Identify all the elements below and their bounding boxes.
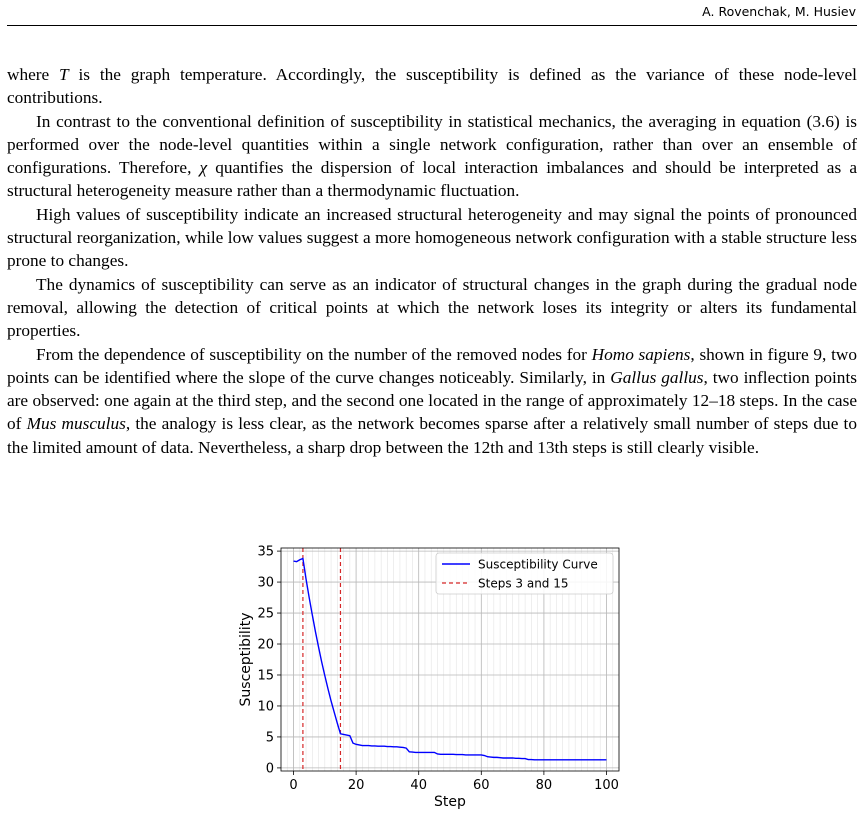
x-tick-label: 100 — [594, 778, 619, 793]
figure-susceptibility — [228, 538, 628, 816]
x-tick-label: 40 — [410, 778, 427, 793]
y-tick-label: 15 — [257, 668, 274, 684]
paragraph: From the dependence of susceptibility on the number of the removed nodes for Homo sapiens, shown in figure 9, two points can be identified where the slope of the curve changes noticeably. Similarly, in Gallus gallus, two inflection points are observed: one again at the third step, and the second one located in the range of approximately 12–18 steps. In the case of Mus musculus, the analogy is less clear, as the network becomes sparse after a relatively small number of steps due to the limited amount of data. Nevertheless, a sharp drop between the 12th and 13th steps is still clearly visible. — [7, 344, 858, 457]
running-header-authors: A. Rovenchak, M. Husiev — [702, 4, 856, 19]
legend-label-curve: Susceptibility Curve — [478, 557, 598, 572]
y-tick-label: 5 — [265, 730, 274, 746]
body-text — [7, 63, 857, 459]
header-rule — [7, 25, 857, 26]
legend-label-steps: Steps 3 and 15 — [478, 576, 569, 591]
paragraph: The dynamics of susceptibility can serve as an indicator of structural changes in the graph during the gradual node removal, allowing the detection of critical points at which the network loses its integrity or alters its fundamental properties. — [7, 274, 857, 341]
x-tick-label: 80 — [535, 778, 553, 793]
italic-term: Gallus gallus — [610, 367, 704, 387]
paragraph: where T is the graph temperature. Accordingly, the susceptibility is defined as the variance of these node-level contributions. — [7, 65, 857, 108]
y-tick-label: 30 — [257, 575, 274, 591]
y-tick-label: 20 — [257, 637, 274, 653]
italic-term: T — [59, 65, 69, 84]
legend — [436, 553, 613, 594]
susceptibility-chart — [228, 538, 628, 816]
y-tick-label: 10 — [257, 699, 274, 715]
y-axis-label: Susceptibility — [238, 612, 254, 707]
italic-term: χ — [199, 158, 208, 178]
italic-term: Homo sapiens — [591, 344, 691, 364]
x-tick-label: 20 — [347, 778, 365, 793]
y-tick-label: 0 — [265, 761, 274, 777]
x-tick-label: 0 — [289, 778, 298, 793]
x-tick-label: 60 — [473, 778, 490, 793]
italic-term: Mus musculus — [26, 414, 126, 434]
y-tick-label: 25 — [257, 606, 274, 622]
paragraph: In contrast to the conventional definition of susceptibility in statistical mechanics, the averaging in equation (3.6) is performed over the node-level quantities within a single network configuration, rather than over an ensemble of configurations. Therefore, χ quantifies the dispersion of local interaction imbalances and should be interpreted as a structural heterogeneity measure rather than a thermodynamic fluctuation. — [7, 111, 857, 201]
paragraph: High values of susceptibility indicate an increased structural heterogeneity and may signal the points of pronounced structural reorganization, while low values suggest a more homogeneous network configuration with a stable structure less prone to changes. — [7, 204, 857, 271]
y-tick-label: 35 — [257, 544, 274, 560]
x-axis-label: Step — [434, 794, 466, 810]
